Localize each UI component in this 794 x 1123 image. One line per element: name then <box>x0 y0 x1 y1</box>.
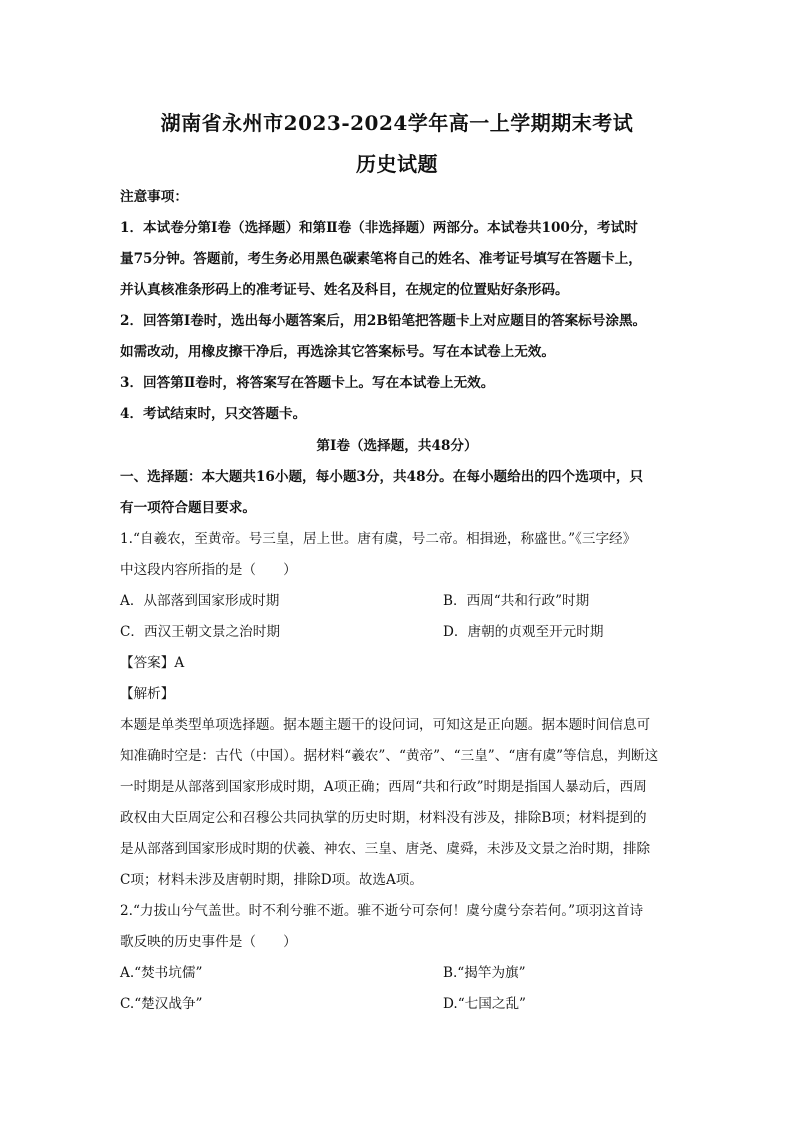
notes-line: 如需改动，用橡皮擦干净后，再选涂其它答案标号。写在本试卷上无效。 <box>120 344 555 360</box>
notes-line: 4．考试结束时，只交答题卡。 <box>120 406 307 422</box>
question-stem: 1.“自羲农，至黄帝。号三皇，居上世。唐有虞，号二帝。相揖逊，称盛世。”《三字经》 <box>120 531 637 547</box>
notes-heading: 注意事项： <box>120 189 188 205</box>
exam-title: 湖南省永州市2023-2024学年高一上学期期末考试 <box>160 111 634 135</box>
question-stem: 2.“力拔山兮气盖世。时不利兮骓不逝。骓不逝兮可奈何！虞兮虞兮奈若何。”项羽这首诗 <box>120 903 644 919</box>
option-c: C.“楚汉战争” <box>120 996 203 1012</box>
question-stem: 歌反映的历史事件是（ ） <box>120 934 297 950</box>
option-b: B．西周“共和行政”时期 <box>443 593 590 609</box>
notes-line: 3．回答第Ⅱ卷时，将答案写在答题卡上。写在本试卷上无效。 <box>120 375 495 391</box>
section-intro: 一、选择题：本大题共16小题，每小题3分，共48分。在每小题给出的四个选项中，只 <box>120 469 644 485</box>
notes-line: 并认真核准条形码上的准考证号、姓名及科目，在规定的位置贴好条形码。 <box>120 282 569 298</box>
section-intro: 有一项符合题目要求。 <box>120 500 256 516</box>
notes-line: 1．本试卷分第Ⅰ卷（选择题）和第Ⅱ卷（非选择题）两部分。本试卷共100分，考试时 <box>120 220 638 236</box>
option-b: B.“揭竿为旗” <box>443 965 526 981</box>
option-c: C．西汉王朝文景之治时期 <box>120 624 280 640</box>
exam-subtitle: 历史试题 <box>356 152 438 176</box>
question-stem: 中这段内容所指的是（ ） <box>120 562 297 578</box>
analysis-line: 本题是单类型单项选择题。据本题主题干的设问词，可知这是正向题。据本题时间信息可 <box>120 717 651 733</box>
option-a: A.“焚书坑儒” <box>120 965 203 981</box>
option-d: D.“七国之乱” <box>443 996 527 1012</box>
analysis-line: 政权由大臣周定公和召穆公共同执掌的历史时期，材料没有涉及，排除B项；材料提到的 <box>120 810 647 826</box>
analysis-label: 【解析】 <box>120 686 175 702</box>
section-heading: 第Ⅰ卷（选择题，共48分） <box>316 438 478 454</box>
option-d: D．唐朝的贞观至开元时期 <box>443 624 604 640</box>
notes-line: 2．回答第Ⅰ卷时，选出每小题答案后，用2B铅笔把答题卡上对应题目的答案标号涂黑。 <box>120 313 647 329</box>
notes-line: 量75分钟。答题前，考生务必用黑色碳素笔将自己的姓名、准考证号填写在答题卡上， <box>120 251 642 267</box>
option-a: A．从部落到国家形成时期 <box>120 593 280 609</box>
analysis-line: 是从部落到国家形成时期的伏羲、神农、三皇、唐尧、虞舜，未涉及文景之治时期，排除 <box>120 841 651 857</box>
analysis-line: 一时期是从部落到国家形成时期，A项正确；西周“共和行政”时期是指国人暴动后，西周 <box>120 779 647 795</box>
analysis-line: 知准确时空是：古代（中国）。据材料“羲农”、“黄帝”、“三皇”、“唐有虞”等信息，判断这 <box>120 748 659 764</box>
analysis-line: C项；材料未涉及唐朝时期，排除D项。故选A项。 <box>120 872 423 888</box>
answer-label: 【答案】A <box>120 655 185 671</box>
